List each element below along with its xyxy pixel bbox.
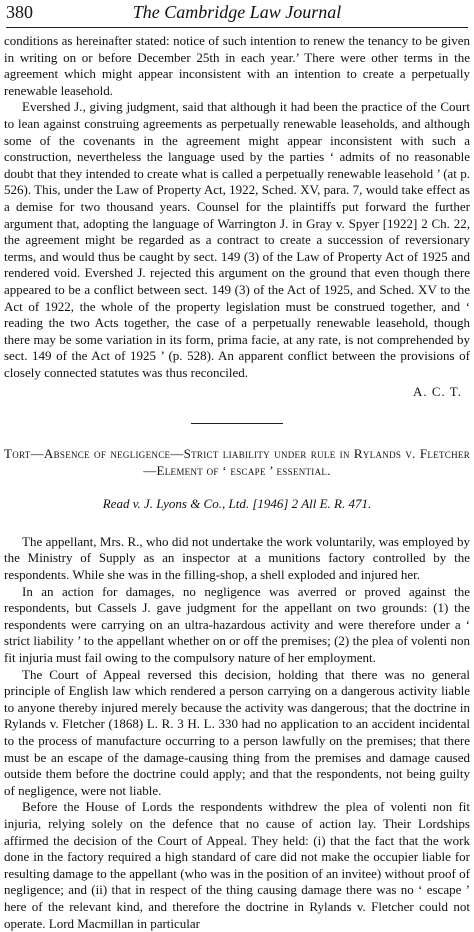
paragraph-continued: conditions as hereinafter stated: notice of such intention to renew the tenancy to be given in writing on or before December 25th in each year.’ There were other terms in the agreement which might appear inconsistent with an intention to create a perpetually renewable leasehold. [4,33,470,98]
running-header [6,1,468,25]
case-citation-text: Read v. J. Lyons & Co., Ltd. [1946] 2 All E. R. 471. [102,496,372,512]
journal-title: The Cambridge Law Journal [132,2,342,22]
case-citation [4,496,470,513]
section-heading: Tort—Absence of negligence—Strict liability under rule in Rylands v. Fletcher—Element of ‘ escape ’ essential. [4,446,470,478]
author-initials: A. C. T. [412,384,462,400]
section-divider [191,423,283,424]
paragraph-judgment: Evershed J., giving judgment, said that although it had been the practice of the Court to lean against construing agreements as perpetually renewable leaseholds, and although some of the covenants in the agreement might appear inconsistent with such a construction, nevertheless the language used by the parties ‘ admits of no reasonable doubt that they intended to create what is called a perpetually renewable leasehold ’ (at p. 526). This, under the Law of Property Act, 1922, Sched. XV, para. 7, would take effect as a demise for two thousand years. Counsel for the plaintiffs put forward the further argument that, adopting the language of Warrington J. in Gray v. Spyer [1922] 2 Ch. 22, the agreement might be regarded as a contract to create a succession of reversionary terms, and would thus be caught by sect. 149 (3) of the Law of Property Act of 1925 and rendered void. Evershed J. rejected this argument on the ground that even though there appeared to be a conflict between sect. 149 (3) of the Act of 1925, and Sched. XV to the Act of 1922, the whole of the property legislation must be construed together, and ‘ reading the two Acts together, the case of a perpetually renewable leasehold, though there may be some variation in its form, prima facie, at any rate, is not comprehended by sect. 149 of the Act of 1925 ’ (p. 528). An apparent conflict between the provisions of closely connected statutes was thus reconciled. [4,99,470,380]
header-rule [6,27,468,28]
page-number: 380 [6,2,33,22]
paragraph-facts: The appellant, Mrs. R., who did not undertake the work voluntarily, was employed by the Ministry of Supply as an inspector at a munitions factory controlled by the respondents. While she was in the filling-shop, a shell exploded and injured her. [4,533,470,583]
paragraph-house-of-lords: Before the House of Lords the respondents withdrew the plea of volenti non fit injuria, relying solely on the defence that no cause of action lay. Their Lordships affirmed the decision of the Court of Appeal. They held: (i) that the fact that the work done in the factory required a high standard of care did not make the occupier liable for resulting damage to the appellant (who was in the position of an invitee) without proof of negligence; and (ii) that in respect of the thing causing damage there was no ‘ escape ’ here of the relevant kind, and therefore the doctrine in Rylands v. Fletcher could not operate. Lord Macmillan in particular [4,799,470,931]
paragraph-court-of-appeal: The Court of Appeal reversed this decision, holding that there was no general principle of English law which rendered a person carrying on a dangerous activity liable to anyone thereby injured merely because the activity was dangerous; that the doctrine in Rylands v. Fletcher (1868) L. R. 3 H. L. 330 had no application to an accident incidental to the process of manufacture occurring to a person lawfully on the premises; that there must be an escape of the damage-causing thing from the premises and damage caused outside them before the doctrine could apply; and that the respondents, not being guilty of negligence, were not liable. [4,666,470,798]
article-body [4,33,470,932]
paragraph-action: In an action for damages, no negligence was averred or proved against the respondents, but Cassels J. gave judgment for the appellant on two grounds: (1) the respondents were carrying on an ultra-hazardous activity and were therefore under a ‘ strict liability ’ to the appellant whether on or off the premises; (2) the plea of volenti non fit injuria must fail owing to the compulsory nature of her employment. [4,583,470,665]
